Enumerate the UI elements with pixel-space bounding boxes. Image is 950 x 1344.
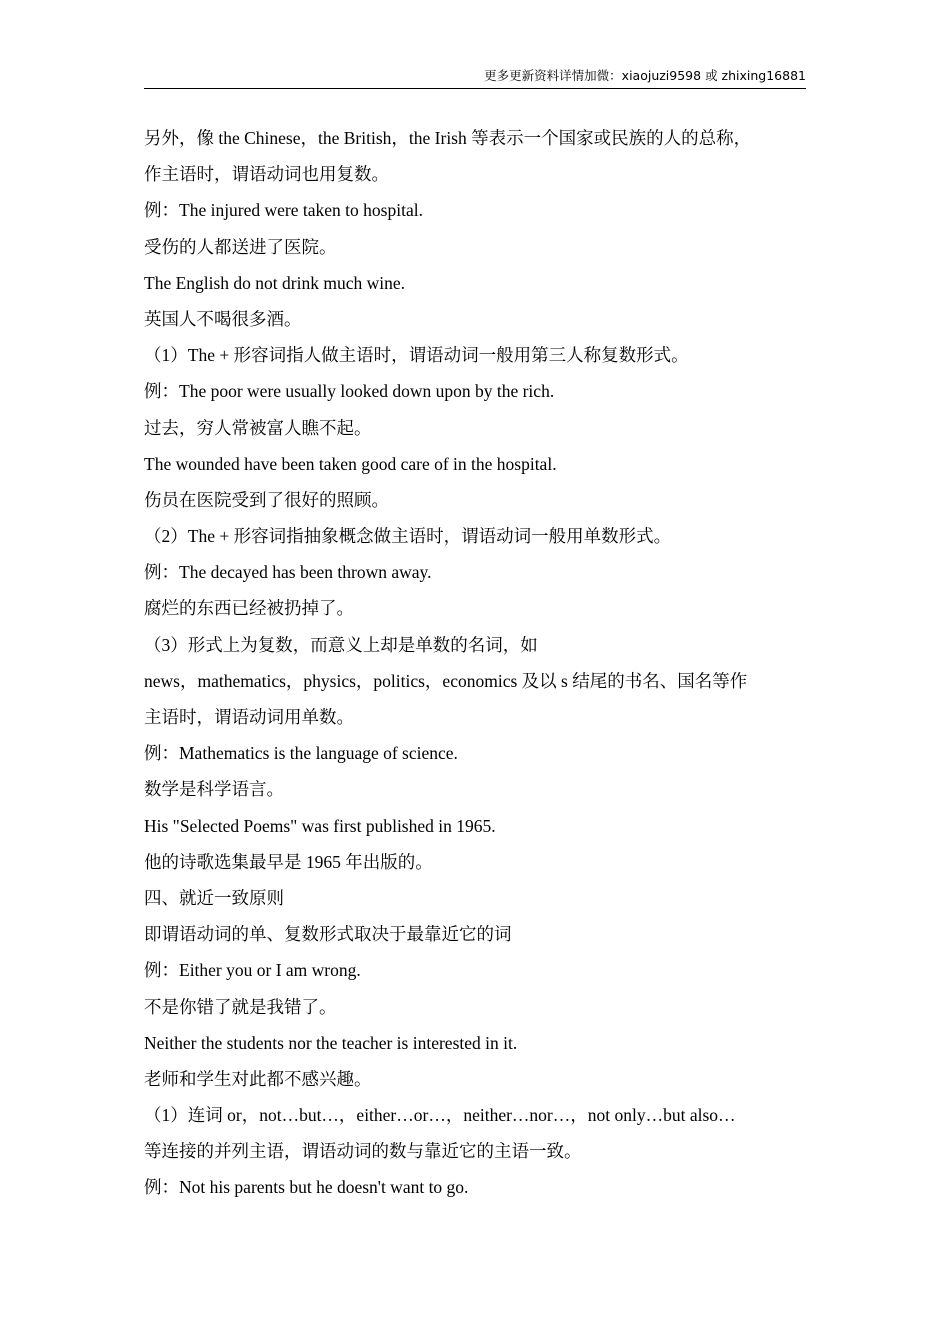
text-line: 受伤的人都送进了医院。	[144, 236, 337, 257]
text-line: The wounded have been taken good care of in the hospital.	[144, 453, 557, 474]
text-line: 等连接的并列主语，谓语动词的数与靠近它的主语一致。	[144, 1141, 582, 1162]
text-line: 主语时，谓语动词用单数。	[144, 707, 354, 727]
text-line: （1）The + 形容词指人做主语时，谓语动词一般用第三人称复数形式。	[144, 345, 689, 366]
text-line: 另外，像 the Chinese，the British，the Irish 等表示一个国家或民族的人的总称，	[144, 128, 752, 148]
text-line: 例：The poor were usually looked down upon by the rich.	[144, 381, 555, 402]
text-line: 老师和学生对此都不感兴趣。	[144, 1068, 372, 1089]
text-line: （2）The + 形容词指抽象概念做主语时，谓语动词一般用单数形式。	[144, 526, 672, 547]
text-line: 不是你错了就是我错了。	[144, 996, 337, 1017]
document-body	[144, 120, 806, 1206]
page-header: 更多更新资料详情加微：xiaojuzi9598 或 zhixing16881	[484, 68, 806, 83]
text-line: His "Selected Poems" was first published in 1965.	[144, 815, 496, 836]
text-line: 他的诗歌选集最早是 1965 年出版的。	[144, 851, 433, 872]
text-line: 例：Not his parents but he doesn't want to go.	[144, 1177, 469, 1198]
text-line: 例：The injured were taken to hospital.	[144, 200, 423, 221]
text-line: 伤员在医院受到了很好的照顾。	[144, 489, 389, 510]
text-line: Neither the students nor the teacher is interested in it.	[144, 1032, 518, 1053]
text-line: 英国人不喝很多酒。	[144, 308, 302, 329]
text-line: 数学是科学语言。	[144, 779, 284, 800]
header-divider	[144, 88, 806, 89]
text-line: 过去，穷人常被富人瞧不起。	[144, 417, 372, 438]
text-line: 作主语时，谓语动词也用复数。	[144, 164, 389, 185]
text-line: 腐烂的东西已经被扔掉了。	[144, 598, 354, 619]
text-line: The English do not drink much wine.	[144, 272, 406, 293]
text-line: 例：Mathematics is the language of science.	[144, 743, 458, 764]
text-line: news，mathematics，physics，politics，economics 及以 s 结尾的书名、国名等作	[144, 670, 748, 691]
text-line: （3）形式上为复数，而意义上却是单数的名词，如	[144, 634, 538, 655]
section-heading: 四、就近一致原则	[144, 887, 284, 908]
text-line: 例：Either you or I am wrong.	[144, 960, 361, 981]
text-line: 即谓语动词的单、复数形式取决于最靠近它的词	[144, 924, 512, 945]
text-line: （1）连词 or，not…but…，either…or…，neither…nor…，not only…but also…	[144, 1105, 736, 1126]
text-line: 例：The decayed has been thrown away.	[144, 562, 432, 583]
